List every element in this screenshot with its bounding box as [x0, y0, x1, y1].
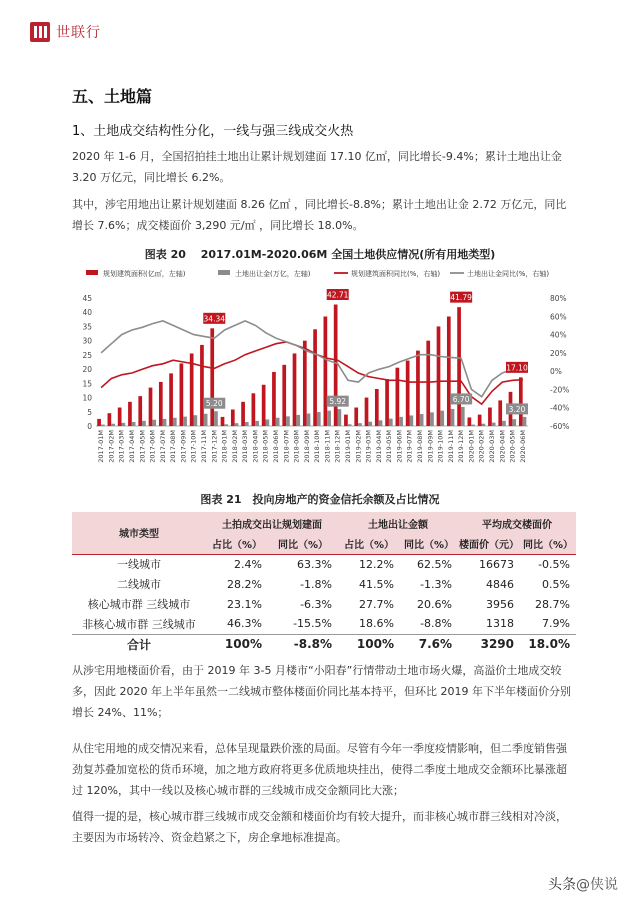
bar-money	[224, 424, 228, 426]
footer-attribution	[548, 874, 618, 894]
bar-money	[430, 412, 434, 426]
bar-area	[334, 305, 338, 426]
bar-money	[420, 414, 424, 426]
data-label: 34.34	[203, 314, 226, 324]
y-right-tick-label: -20%	[550, 385, 570, 395]
row-area-share: 28.2%	[227, 577, 262, 591]
bar-money	[389, 419, 393, 426]
x-tick-label: 2018-08M	[292, 430, 301, 463]
row-area-share: 2.4%	[206, 554, 268, 574]
row-money-share: 18.6%	[359, 617, 394, 631]
bar-money	[214, 411, 218, 426]
x-tick-label: 2017-07M	[158, 430, 167, 463]
data-label: 5.92	[329, 397, 347, 407]
bar-area	[293, 353, 297, 426]
data-label: 6.70	[452, 394, 470, 404]
total-city: 合计	[72, 634, 206, 654]
bar-money	[266, 419, 270, 426]
bar-money	[296, 415, 300, 426]
x-tick-label: 2018-02M	[230, 430, 239, 463]
header-money-group: 土地出让金额	[338, 512, 458, 534]
bar-area	[108, 413, 112, 426]
y-right-tick-label: -40%	[550, 403, 570, 413]
x-tick-label: 2018-09M	[302, 430, 311, 463]
bar-area	[252, 393, 256, 426]
bar-money	[276, 418, 280, 426]
row-money-yoy: 20.6%	[417, 597, 452, 611]
bar-money	[111, 424, 115, 426]
legend-label: 规划建筑面积(亿㎡，左轴)	[103, 270, 186, 278]
bar-money	[482, 424, 486, 426]
bar-area	[416, 351, 420, 426]
bar-area	[437, 326, 441, 426]
row-money-share: 27.7%	[359, 597, 394, 611]
footer-author: @侠说	[576, 877, 618, 893]
x-tick-label: 2019-10M	[436, 430, 445, 463]
x-tick-label: 2017-12M	[210, 430, 219, 463]
row-price-yoy: 7.9%	[542, 617, 570, 631]
bar-area	[138, 396, 142, 426]
data-label: 41.79	[450, 293, 472, 303]
bar-area	[375, 389, 379, 426]
row-money-yoy: 62.5%	[400, 554, 458, 574]
x-tick-label: 2019-04M	[374, 430, 383, 463]
footer-source: 头条	[548, 877, 576, 893]
row-area-yoy: -1.8%	[300, 577, 332, 591]
bar-area	[396, 368, 400, 426]
bar-area	[313, 329, 317, 426]
x-tick-label: 2019-01M	[344, 430, 352, 463]
header-area-group: 土拍成交出让规划建面	[206, 512, 338, 534]
x-tick-label: 2019-11M	[446, 430, 455, 463]
row-money-yoy: -8.8%	[420, 617, 452, 631]
bar-money	[440, 411, 444, 426]
bar-area	[262, 385, 266, 426]
legend-swatch	[86, 270, 98, 275]
x-tick-label: 2019-03M	[364, 430, 373, 463]
bar-area	[118, 408, 122, 426]
bar-area	[324, 316, 328, 426]
x-tick-label: 2019-05M	[385, 430, 394, 463]
bar-money	[183, 417, 187, 426]
bar-money	[358, 423, 362, 426]
bar-area	[200, 345, 204, 426]
table-row	[72, 554, 576, 574]
x-tick-label: 2020-02M	[477, 430, 486, 463]
legend-swatch	[218, 270, 230, 275]
row-area-share: 23.1%	[227, 597, 262, 611]
x-tick-label: 2018-03M	[241, 430, 250, 463]
bar-area	[478, 415, 482, 426]
row-price-yoy: 28.7%	[535, 597, 570, 611]
bar-money	[204, 414, 208, 426]
y-left-tick-label: 25	[82, 350, 92, 360]
bar-area	[457, 307, 461, 426]
legend-label: 土地出让金同比(%，右轴)	[467, 270, 550, 278]
figure-20-title: 图表 20 2017.01M-2020.06M 全国土地供应情况(所有用地类型)	[144, 248, 496, 261]
brand-name: 世联行	[56, 25, 101, 41]
x-tick-label: 2017-05M	[138, 430, 147, 463]
bar-area	[406, 361, 410, 426]
row-city: 二线城市	[117, 578, 161, 591]
paragraph-4: 从住宅用地的成交情况来看，总体呈现量跌价涨的局面。尽管有今年一季度疫情影响，但二季度销售强劲复苏叠加宽松的货币环境，加之地方政府将更多优质地块挂出，使得二季度土地成交金额环比暴涨超过 120%，其中一线以及核心城市群的三线城市成交金额同比大涨；	[72, 742, 567, 797]
row-money-yoy: -1.3%	[420, 577, 452, 591]
bar-money	[410, 415, 414, 426]
bar-money	[379, 420, 383, 426]
bar-money	[512, 419, 516, 426]
y-left-tick-label: 15	[82, 379, 92, 389]
row-price: 1318	[486, 617, 514, 631]
x-tick-label: 2017-09M	[179, 430, 188, 463]
figure-21-title: 图表 21 投向房地产的资金信托余额及占比情况	[200, 493, 440, 506]
bar-money	[194, 415, 198, 426]
paragraph-1: 2020 年 1-6 月，全国招拍挂土地出让累计规划建面 17.10 亿㎡，同比增长-9.4%；累计土地出让金 3.20 万亿元，同比增长 6.2%。	[72, 150, 562, 184]
subheader-price: 楼面价（元）	[458, 534, 520, 554]
bar-money	[492, 423, 496, 426]
land-transaction-table	[72, 512, 576, 654]
data-label: 17.10	[506, 363, 528, 373]
bar-area	[97, 419, 101, 426]
y-left-tick-label: 20	[82, 365, 92, 375]
x-tick-label: 2017-11M	[200, 430, 208, 463]
y-left-tick-label: 10	[82, 393, 92, 403]
bar-money	[327, 411, 331, 426]
x-tick-label: 2019-06M	[395, 430, 404, 463]
bar-area	[231, 410, 235, 426]
x-tick-label: 2018-01M	[220, 430, 229, 463]
bar-area	[221, 417, 225, 426]
bar-area	[241, 402, 245, 426]
paragraph-5: 值得一提的是，核心城市群三线城市成交金额和楼面价均有较大提升，而非核心城市群三线相对冷淡，主要因为市场转冷、资金趋紧之下，房企拿地标准提高。	[72, 810, 567, 844]
bar-area	[426, 341, 430, 426]
row-city: 一线城市	[72, 554, 206, 574]
x-tick-label: 2018-07M	[282, 430, 291, 463]
bar-area	[344, 415, 348, 426]
x-tick-label: 2017-06M	[148, 430, 157, 463]
brand-logo-icon	[30, 22, 50, 42]
bar-money	[451, 409, 455, 426]
x-tick-label: 2019-02M	[354, 430, 363, 463]
x-tick-label: 2019-08M	[416, 430, 424, 463]
bar-area	[128, 402, 132, 426]
bar-area	[447, 316, 451, 426]
x-tick-label: 2018-11M	[323, 430, 332, 463]
x-tick-label: 2020-05M	[508, 430, 517, 463]
header-price-group: 平均成交楼面价	[458, 512, 576, 534]
y-right-tick-label: 80%	[550, 294, 567, 303]
x-tick-label: 2018-04M	[251, 430, 260, 463]
x-tick-label: 2019-09M	[426, 430, 435, 463]
x-tick-label: 2018-05M	[261, 430, 270, 463]
table-total-row	[72, 634, 576, 654]
data-label: 3.20	[508, 404, 526, 414]
bar-area	[498, 400, 502, 426]
paragraph-3: 从涉宅用地楼面价看，由于 2019 年 3-5 月楼市“小阳春”行情带动土地市场火爆，高溢价土地成交较多，因此 2020 年上半年虽然一二线城市整体楼面价同比基本持平，但环比 2019 年下半年楼面价分别增长 24%、11%；	[72, 664, 571, 719]
legend-label: 规划建筑面积同比(%，右轴)	[351, 270, 441, 278]
bar-money	[348, 424, 352, 426]
y-left-tick-label: 30	[82, 336, 92, 346]
bar-money	[286, 416, 290, 426]
bar-area	[272, 372, 276, 426]
y-right-tick-label: -60%	[550, 422, 570, 431]
y-left-tick-label: 0	[87, 422, 92, 431]
subheader-price-yoy: 同比（%）	[520, 534, 576, 554]
x-tick-label: 2019-07M	[405, 430, 414, 463]
bar-money	[235, 423, 239, 426]
data-label: 5.20	[205, 399, 223, 409]
y-left-tick-label: 40	[82, 308, 92, 318]
bar-area	[149, 388, 153, 426]
subheader-area-share: 占比（%）	[206, 534, 268, 554]
x-tick-label: 2020-01M	[467, 430, 476, 463]
bar-money	[245, 422, 249, 426]
bar-money	[132, 422, 136, 426]
land-supply-chart	[66, 264, 574, 496]
y-right-tick-label: 20%	[550, 348, 567, 358]
x-tick-label: 2017-02M	[107, 430, 116, 463]
row-money-share: 41.5%	[359, 577, 394, 591]
row-price: 3956	[486, 597, 514, 611]
table-row	[72, 614, 576, 634]
bar-money	[523, 417, 527, 426]
row-price-yoy: 0.5%	[542, 577, 570, 591]
table-row	[72, 594, 576, 614]
y-left-tick-label: 45	[82, 294, 92, 303]
total-area-share: 100%	[206, 634, 268, 654]
section-title: 五、土地篇	[72, 87, 153, 106]
bar-money	[338, 409, 342, 426]
x-tick-label: 2017-01M	[97, 430, 106, 463]
bar-area	[365, 398, 369, 426]
bar-money	[502, 421, 506, 426]
bar-money	[101, 425, 105, 426]
bar-area	[468, 417, 472, 426]
table-row	[72, 574, 576, 594]
bar-area	[488, 408, 492, 426]
bar-area	[159, 382, 163, 426]
bar-area	[519, 377, 523, 426]
bar-money	[152, 420, 156, 426]
bar-area	[180, 363, 184, 426]
y-left-tick-label: 5	[87, 407, 92, 417]
subsection-title: 1、土地成交结构性分化，一线与强三线成交火热	[72, 124, 354, 139]
total-area-yoy: -8.8%	[268, 634, 338, 654]
bar-area	[354, 408, 358, 426]
y-left-tick-label: 35	[82, 322, 92, 332]
x-tick-label: 2020-04M	[498, 430, 507, 463]
bar-money	[461, 407, 465, 426]
bar-money	[399, 417, 403, 426]
x-tick-label: 2018-12M	[333, 430, 342, 463]
x-tick-label: 2019-12M	[457, 430, 466, 463]
row-city: 核心城市群 三线城市	[87, 598, 191, 611]
bar-money	[307, 413, 311, 426]
bar-money	[122, 423, 126, 426]
x-tick-label: 2017-04M	[128, 430, 136, 463]
y-right-tick-label: 60%	[550, 312, 567, 322]
total-price: 3290	[458, 634, 520, 654]
total-money-yoy: 7.6%	[400, 634, 458, 654]
header	[30, 22, 101, 42]
bar-area	[282, 365, 286, 426]
total-price-yoy: 18.0%	[520, 634, 576, 654]
bar-area	[169, 373, 173, 426]
x-tick-label: 2018-06M	[272, 430, 280, 463]
header-city-type: 城市类型	[72, 512, 206, 554]
row-price: 16673	[458, 554, 520, 574]
row-money-share: 12.2%	[338, 554, 400, 574]
row-city: 非核心城市群 三线城市	[82, 617, 196, 631]
bar-money	[471, 425, 475, 426]
bar-area	[210, 328, 214, 426]
y-right-tick-label: 0%	[550, 367, 562, 377]
row-price: 4846	[486, 577, 514, 591]
paragraph-2: 其中，涉宅用地出让累计规划建面 8.26 亿㎡ ，同比增长-8.8%；累计土地出让金 2.72 万亿元，同比增长 7.6%；成交楼面价 3,290 元/㎡ ，同比增长 18.0%。	[72, 198, 567, 232]
x-tick-label: 2020-03M	[488, 430, 496, 463]
x-tick-label: 2018-10M	[313, 430, 322, 463]
x-tick-label: 2017-08M	[169, 430, 178, 463]
legend-label: 土地出让金(万亿，左轴)	[235, 270, 311, 278]
bar-money	[173, 418, 177, 426]
row-area-yoy: 63.3%	[268, 554, 338, 574]
x-tick-label: 2020-06M	[518, 430, 527, 463]
row-area-share: 46.3%	[227, 617, 262, 631]
table-header-row	[72, 512, 576, 534]
row-area-yoy: -15.5%	[293, 617, 332, 631]
bar-area	[303, 341, 307, 426]
bar-area	[385, 379, 389, 426]
bar-money	[163, 419, 167, 426]
bar-money	[317, 412, 321, 426]
total-money-share: 100%	[338, 634, 400, 654]
row-area-yoy: -6.3%	[300, 597, 332, 611]
x-tick-label: 2017-03M	[117, 430, 126, 463]
data-label: 42.71	[326, 290, 349, 300]
bar-money	[255, 421, 259, 426]
subheader-money-yoy: 同比（%）	[400, 534, 458, 554]
row-price-yoy: -0.5%	[520, 554, 576, 574]
bar-money	[368, 422, 372, 426]
bar-money	[142, 421, 146, 426]
x-tick-label: 2017-10M	[189, 430, 198, 463]
y-right-tick-label: 40%	[550, 330, 567, 340]
subheader-money-share: 占比（%）	[338, 534, 400, 554]
subheader-area-yoy: 同比（%）	[268, 534, 338, 554]
